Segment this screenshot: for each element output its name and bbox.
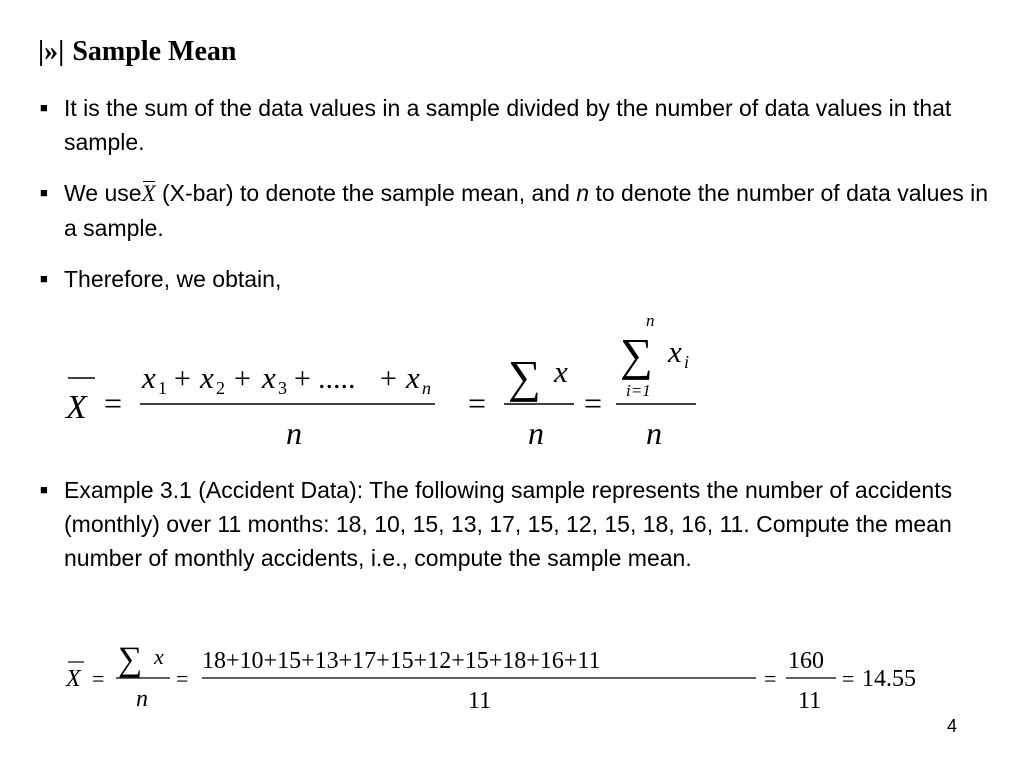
result-value: 14.55 bbox=[862, 666, 916, 692]
ellipsis: ..... bbox=[318, 362, 356, 395]
x-term: x bbox=[554, 354, 568, 389]
equals-sign: = bbox=[842, 666, 855, 691]
square-bullet-icon: ■ bbox=[40, 482, 48, 497]
equals-sign: = bbox=[92, 666, 105, 691]
denominator-n: n bbox=[136, 686, 148, 712]
bullet-text-part: (X-bar) to denote the sample mean, and bbox=[155, 180, 577, 206]
formula-lhs: X bbox=[66, 666, 81, 692]
denominator-11: 11 bbox=[798, 688, 822, 714]
x-term: x bbox=[262, 360, 276, 395]
numerator-160: 160 bbox=[788, 648, 824, 674]
sigma-icon: ∑ bbox=[118, 641, 143, 678]
bullet-definition bbox=[40, 91, 1000, 159]
bullet-text: Therefore, we obtain, bbox=[64, 266, 282, 292]
sigma-icon: ∑ bbox=[620, 329, 653, 380]
equals-sign: = bbox=[176, 666, 189, 691]
square-bullet-icon: ■ bbox=[40, 185, 48, 200]
equals-sign: = bbox=[764, 666, 777, 691]
formula-lhs: X bbox=[66, 389, 87, 426]
subscript: 1 bbox=[158, 378, 167, 398]
square-bullet-icon: ■ bbox=[40, 271, 48, 286]
denominator-n: n bbox=[646, 415, 662, 451]
denominator-11: 11 bbox=[468, 688, 492, 714]
bullet-example bbox=[40, 473, 1000, 609]
equals-sign: = bbox=[468, 385, 487, 421]
sample-mean-formula bbox=[60, 300, 720, 460]
title-marker-icon: |»| bbox=[38, 36, 65, 67]
example-mean-calculation bbox=[60, 628, 940, 718]
x-term: x bbox=[668, 334, 682, 369]
x-term: x bbox=[142, 360, 156, 395]
equals-sign: = bbox=[584, 385, 603, 421]
n-symbol: n bbox=[576, 180, 590, 206]
sum-expression: 18+10+15+13+17+15+12+15+18+16+11 bbox=[202, 648, 601, 674]
numerator-sum bbox=[141, 360, 431, 398]
slide-title bbox=[38, 34, 236, 70]
bullet-text-part: We use bbox=[64, 180, 142, 206]
x-term: x bbox=[154, 644, 164, 669]
subscript: i bbox=[684, 352, 690, 372]
denominator-n: n bbox=[528, 415, 544, 451]
page-number: 4 bbox=[947, 716, 958, 736]
plus-sign: + bbox=[174, 362, 191, 395]
bullet-text: It is the sum of the data values in a sample divided by the number of data values in that sample. bbox=[64, 95, 952, 155]
bullet-text bbox=[64, 176, 999, 245]
plus-sign: + bbox=[294, 362, 311, 395]
plus-sign: + bbox=[380, 362, 397, 395]
bullet-therefore bbox=[40, 262, 1000, 296]
x-term: x bbox=[200, 360, 214, 395]
title-text: Sample Mean bbox=[72, 36, 237, 67]
sum-lower-limit: i=1 bbox=[626, 381, 651, 400]
equals-sign: = bbox=[104, 385, 123, 421]
bullet-notation bbox=[40, 176, 1000, 244]
subscript: 2 bbox=[216, 378, 225, 398]
sum-upper-limit: n bbox=[646, 311, 655, 330]
square-bullet-icon: ■ bbox=[40, 100, 48, 115]
bullet-text: Example 3.1 (Accident Data): The following sample represents the number of accidents (monthly) over 11 months: 18, 10, 15, 13, 17, 15, 12, 15, 18, 16, 11. Compute the mean number of monthly accidents, i.e., compute the sample mean. bbox=[64, 477, 953, 571]
subscript: 3 bbox=[278, 378, 287, 398]
xbar-symbol: X bbox=[142, 177, 156, 211]
plus-sign: + bbox=[234, 362, 251, 395]
bullet-text-part: to denote the number of data values in a sample. bbox=[64, 180, 989, 241]
subscript: n bbox=[422, 378, 431, 398]
denominator-n: n bbox=[286, 415, 302, 451]
x-term: x bbox=[406, 360, 420, 395]
sigma-icon: ∑ bbox=[508, 351, 541, 402]
